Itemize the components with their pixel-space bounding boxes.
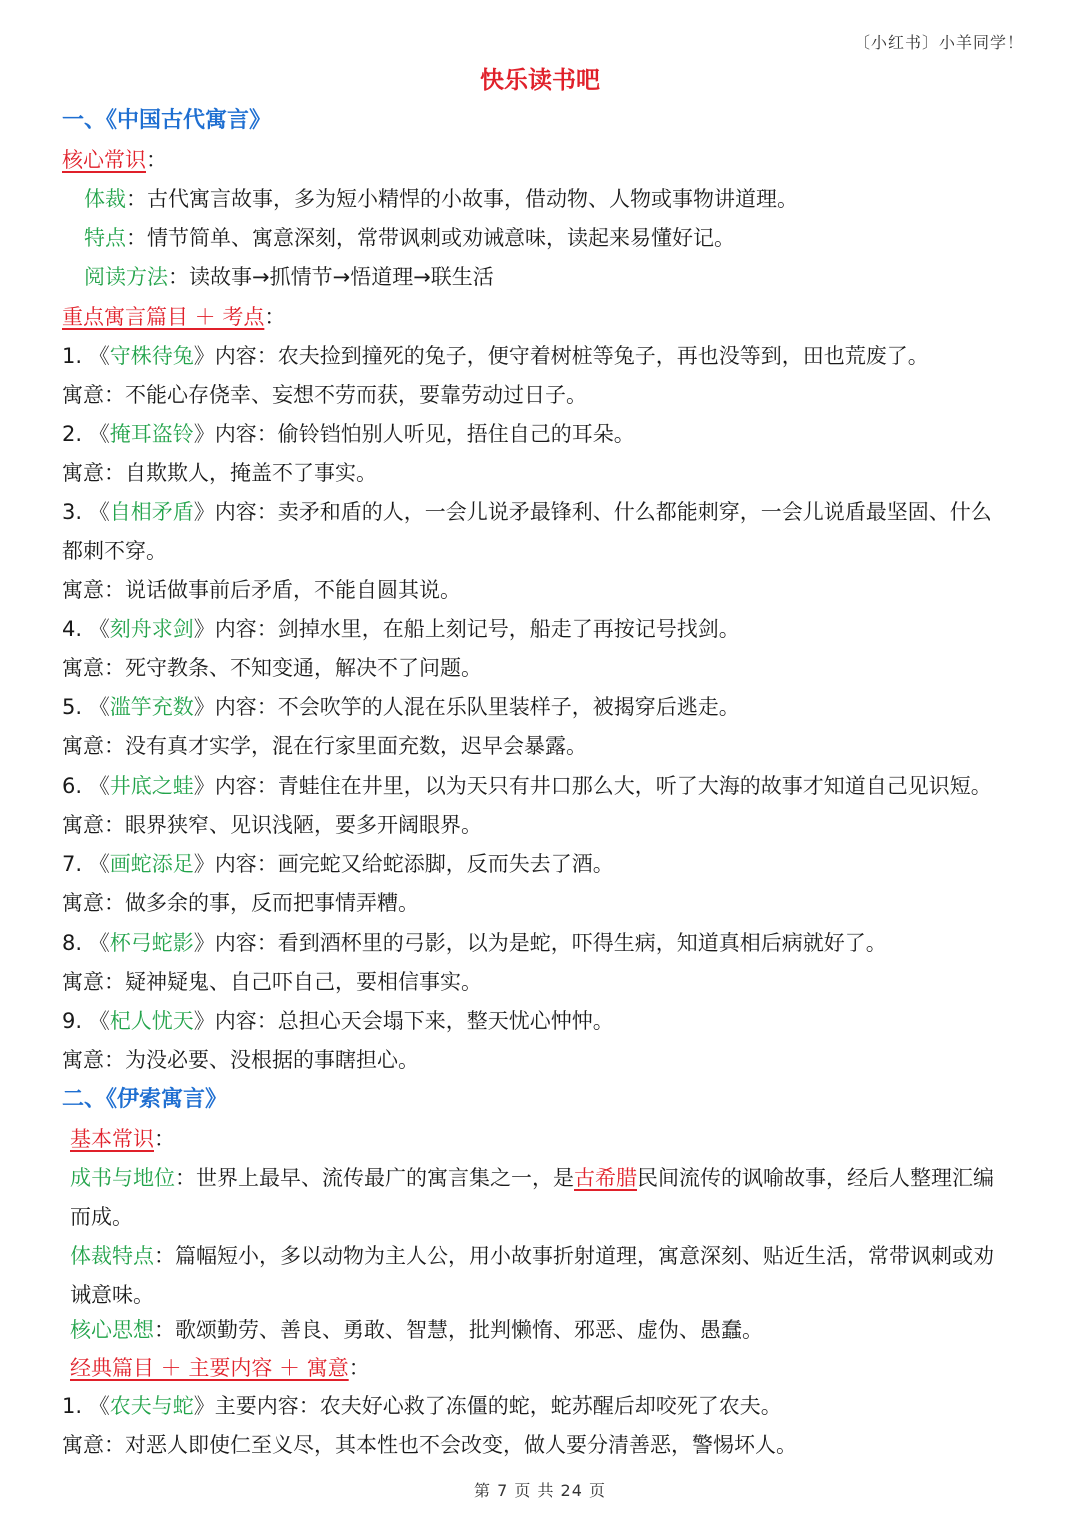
origin-line-cont: 而成。 xyxy=(70,1205,133,1229)
basic-label: 基本常识 xyxy=(70,1127,154,1151)
fable-content-2: 2. 《掩耳盗铃》内容：偷铃铛怕别人听见，捂住自己的耳朵。 xyxy=(62,422,635,446)
origin-highlight: 古希腊 xyxy=(574,1166,637,1190)
fable-content-9: 9. 《杞人忧天》内容：总担心天会塌下来，整天忧心忡忡。 xyxy=(62,1009,614,1033)
origin-label: 成书与地位 xyxy=(70,1166,175,1190)
core-item-label: 阅读方法 xyxy=(84,265,168,289)
fable-moral-7: 寓意：做多余的事，反而把事情弄糟。 xyxy=(62,891,419,915)
basic-knowledge-label: 基本常识： xyxy=(70,1127,175,1151)
fable-moral-4: 寓意：死守教条、不知变通，解决不了问题。 xyxy=(62,656,482,680)
key-label: 重点寓言篇目 ＋ 考点 xyxy=(62,305,265,329)
idea-label: 核心思想 xyxy=(70,1318,154,1342)
core-item-method xyxy=(84,262,1064,292)
page-title: 快乐读书吧 xyxy=(480,66,600,94)
core-item-text: ：读故事→抓情节→悟道理→联生活 xyxy=(168,265,494,289)
genre-line: 体裁特点：篇幅短小，多以动物为主人公，用小故事折射道理，寓意深刻、贴近生活，常带讽刺或劝 xyxy=(70,1244,994,1268)
fable-moral-3: 寓意：说话做事前后矛盾，不能自圆其说。 xyxy=(62,578,461,602)
genre-line-cont: 诫意味。 xyxy=(70,1283,154,1307)
fable-name: 杞人忧天 xyxy=(109,1009,194,1033)
core-item-genre xyxy=(84,184,1064,214)
fable-content-8: 8. 《杯弓蛇影》内容：看到酒杯里的弓影，以为是蛇，吓得生病，知道真相后病就好了。 xyxy=(62,931,887,955)
fable-moral-8: 寓意：疑神疑鬼、自己吓自己，要相信事实。 xyxy=(62,970,482,994)
fable-name: 掩耳盗铃 xyxy=(109,422,194,446)
key-fables-label: 重点寓言篇目 ＋ 考点： xyxy=(62,305,286,329)
fable-name: 刻舟求剑 xyxy=(109,617,194,641)
core-item-label: 体裁 xyxy=(84,187,126,211)
fable-moral-6: 寓意：眼界狭窄、见识浅陋，要多开阔眼界。 xyxy=(62,813,482,837)
fable-name: 井底之蛙 xyxy=(109,774,194,798)
core-label: 核心常识 xyxy=(62,148,146,172)
section1-heading: 一、《中国古代寓言》 xyxy=(62,108,272,133)
header-note: 〔小红书〕小羊同学！ xyxy=(853,33,1024,52)
core-item-text: ：古代寓言故事，多为短小精悍的小故事，借动物、人物或事物讲道理。 xyxy=(126,187,798,211)
core-knowledge-label: 核心常识： xyxy=(62,148,167,172)
fable-content-3: 3. 《自相矛盾》内容：卖矛和盾的人，一会儿说矛最锋利、什么都能刺穿，一会儿说盾最坚固、什么 xyxy=(62,500,992,524)
aesop-fable-content-1: 1. 《农夫与蛇》主要内容：农夫好心救了冻僵的蛇，蛇苏醒后却咬死了农夫。 xyxy=(62,1394,782,1418)
fable-name: 自相矛盾 xyxy=(109,500,194,524)
fable-name: 滥竽充数 xyxy=(109,695,194,719)
fable-name: 守株待兔 xyxy=(109,344,194,368)
idea-line: 核心思想：歌颂勤劳、善良、勇敢、智慧，批判懒惰、邪恶、虚伪、愚蠢。 xyxy=(70,1318,763,1342)
fable-content-6: 6. 《井底之蛙》内容：青蛙住在井里，以为天只有井口那么大，听了大海的故事才知道自己见识短。 xyxy=(62,774,992,798)
fable-content-5: 5. 《滥竽充数》内容：不会吹竽的人混在乐队里装样子，被揭穿后逃走。 xyxy=(62,695,740,719)
fable-content-3-cont: 都刺不穿。 xyxy=(62,539,167,563)
fable-content-7: 7. 《画蛇添足》内容：画完蛇又给蛇添脚，反而失去了酒。 xyxy=(62,852,614,876)
fable-moral-9: 寓意：为没必要、没根据的事瞎担心。 xyxy=(62,1048,419,1072)
fable-name: 画蛇添足 xyxy=(109,852,194,876)
classic-label-line: 经典篇目 ＋ 主要内容 ＋ 寓意： xyxy=(70,1356,370,1380)
fable-content-1: 1. 《守株待兔》内容：农夫捡到撞死的兔子，便守着树桩等兔子，再也没等到，田也荒废了。 xyxy=(62,344,929,368)
fable-name: 农夫与蛇 xyxy=(109,1394,194,1418)
aesop-fable-moral-1: 寓意：对恶人即使仁至义尽，其本性也不会改变，做人要分清善恶，警惕坏人。 xyxy=(62,1433,797,1457)
core-item-feature xyxy=(84,223,1064,253)
fable-moral-2: 寓意：自欺欺人，掩盖不了事实。 xyxy=(62,461,377,485)
page-footer: 第 7 页 共 24 页 xyxy=(474,1481,606,1500)
section2-heading: 二、《伊索寓言》 xyxy=(62,1087,228,1112)
genre-label: 体裁特点 xyxy=(70,1244,154,1268)
core-item-label: 特点 xyxy=(84,226,126,250)
fable-content-4: 4. 《刻舟求剑》内容：剑掉水里，在船上刻记号，船走了再按记号找剑。 xyxy=(62,617,740,641)
fable-moral-5: 寓意：没有真才实学，混在行家里面充数，迟早会暴露。 xyxy=(62,734,587,758)
classic-label: 经典篇目 ＋ 主要内容 ＋ 寓意 xyxy=(70,1356,349,1380)
core-item-text: ：情节简单、寓意深刻，常带讽刺或劝诫意味，读起来易懂好记。 xyxy=(126,226,735,250)
origin-line: 成书与地位：世界上最早、流传最广的寓言集之一，是古希腊民间流传的讽喻故事，经后人整理汇编 xyxy=(70,1166,994,1190)
fable-name: 杯弓蛇影 xyxy=(109,931,194,955)
fable-moral-1: 寓意：不能心存侥幸、妄想不劳而获，要靠劳动过日子。 xyxy=(62,383,587,407)
